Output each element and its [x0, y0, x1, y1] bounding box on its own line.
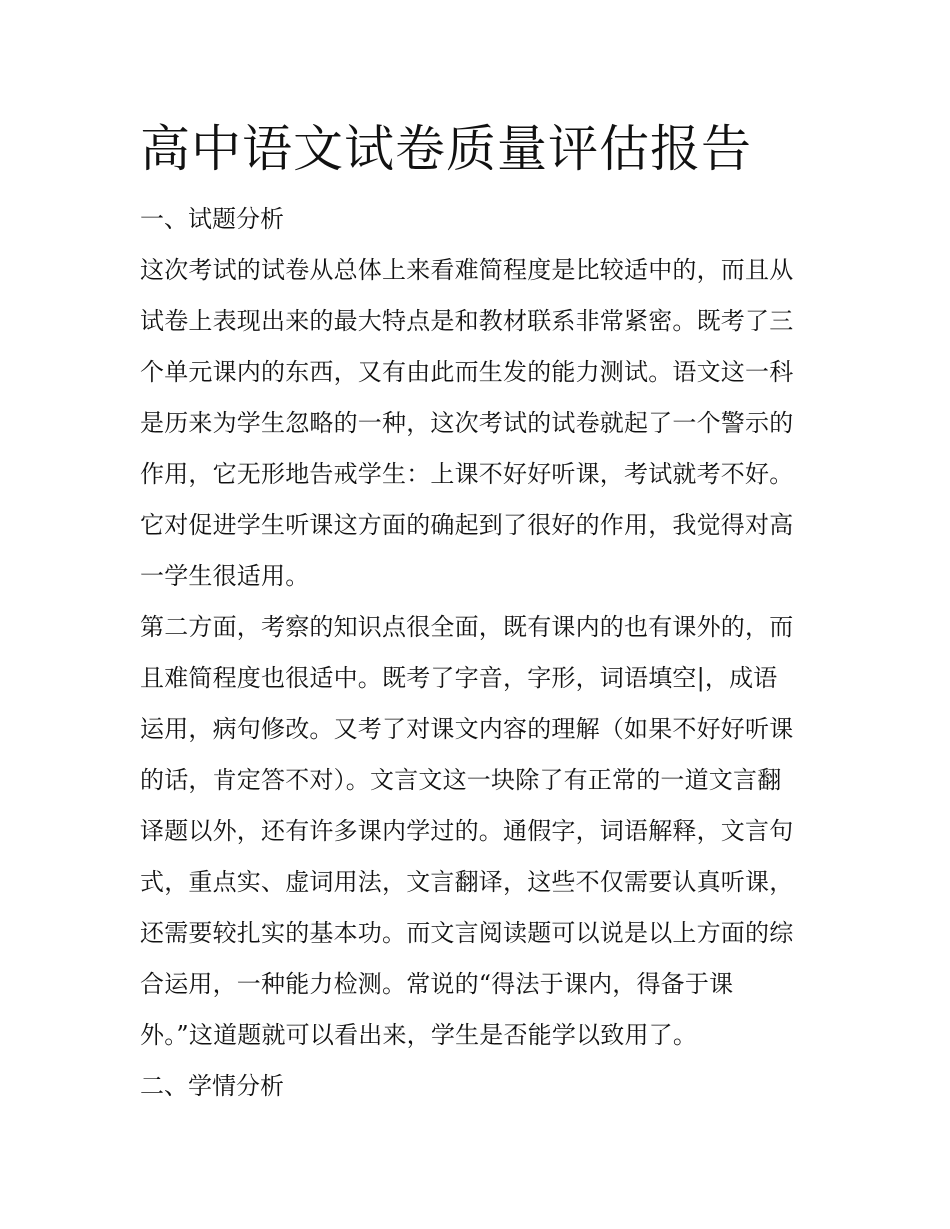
paragraph-line: 个单元课内的东西，又有由此而生发的能力测试。语文这一科	[140, 358, 794, 386]
paragraph-line: 它对促进学生听课这方面的确起到了很好的作用，我觉得对高	[140, 511, 794, 539]
paragraph-line: 译题以外，还有许多课内学过的。通假字，词语解释，文言句	[140, 817, 794, 845]
title-spacer	[140, 180, 812, 194]
paragraph-line: 的话，肯定答不对）。文言文这一块除了有正常的一道文言翻	[140, 766, 782, 794]
paragraph-line: 这次考试的试卷从总体上来看难简程度是比较适中的，而且从	[140, 256, 794, 284]
paragraph-line: 一学生很适用。	[140, 562, 310, 590]
paragraph-line: 作用，它无形地告戒学生：上课不好好听课，考试就考不好。	[140, 460, 794, 488]
document-body	[140, 118, 812, 1112]
paragraph-line: 第二方面，考察的知识点很全面，既有课内的也有课外的，而	[140, 613, 794, 641]
paragraph-line: 合运用，一种能力检测。常说的“得法于课内，得备于课	[140, 970, 734, 998]
paragraph-line: 还需要较扎实的基本功。而文言阅读题可以说是以上方面的综	[140, 919, 794, 947]
paragraph-line: 外。”这道题就可以看出来，学生是否能学以致用了。	[140, 1021, 698, 1049]
paragraph-2	[140, 602, 812, 1061]
section-heading-analysis: 一、试题分析	[140, 205, 284, 233]
paragraph-line: 且难简程度也很适中。既考了字音，字形，词语填空|，成语	[140, 664, 778, 692]
section-heading-student-analysis: 二、学情分析	[140, 1072, 284, 1100]
paragraph-line: 运用，病句修改。又考了对课文内容的理解（如果不好好听课	[140, 715, 794, 743]
paragraph-line: 式，重点实、虚词用法，文言翻译，这些不仅需要认真听课，	[140, 868, 794, 896]
paragraph-1	[140, 245, 812, 602]
paragraph-line: 试卷上表现出来的最大特点是和教材联系非常紧密。既考了三	[140, 307, 794, 335]
document-title: 高中语文试卷质量评估报告	[140, 120, 752, 178]
paragraph-line: 是历来为学生忽略的一种，这次考试的试卷就起了一个警示的	[140, 409, 794, 437]
